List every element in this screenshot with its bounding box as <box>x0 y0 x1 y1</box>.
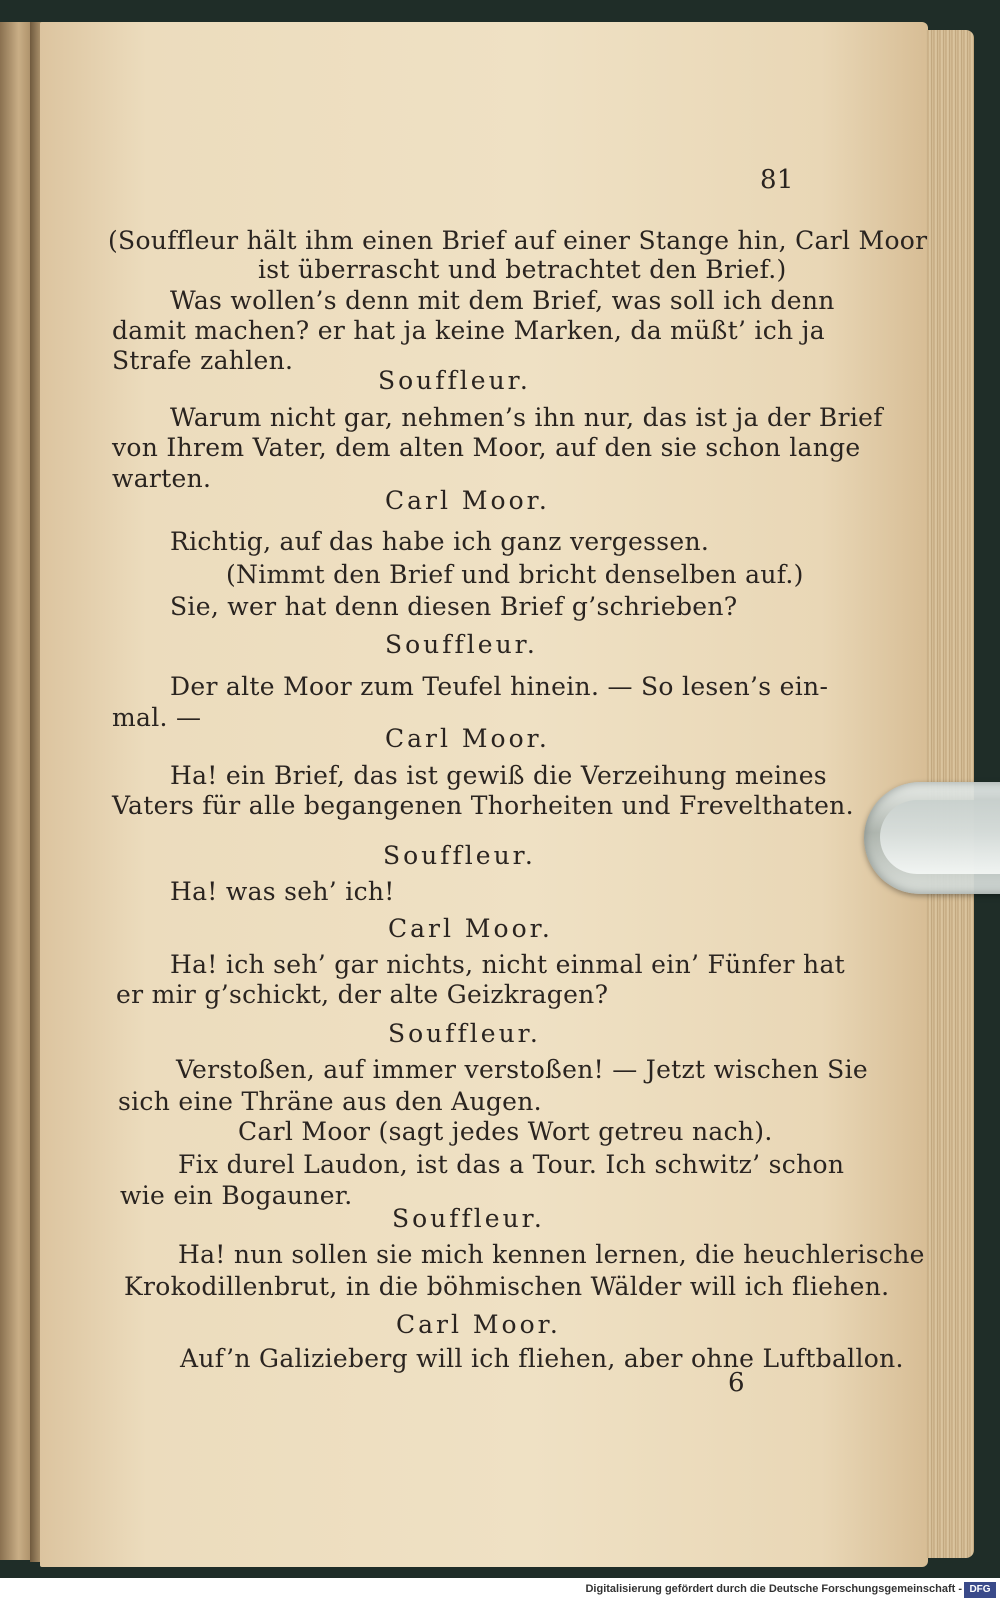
speaker-name: Souffleur. <box>385 630 538 659</box>
dialogue-line: damit machen? er hat ja keine Marken, da müßt’ ich ja <box>112 316 825 345</box>
speaker-name: Carl Moor. <box>385 486 550 515</box>
dialogue-line: Verstoßen, auf immer verstoßen! — Jetzt wischen Sie <box>176 1055 868 1084</box>
footer-credit: Digitalisierung gefördert durch die Deutsche Forschungsgemeinschaft - <box>585 1583 962 1595</box>
dialogue-line: Ha! ich seh’ gar nichts, nicht einmal ein’ Fünfer hat <box>170 950 846 979</box>
dialogue-line: Vaters für alle begangenen Thorheiten und Frevelthaten. <box>112 791 854 820</box>
dialogue-line: Ha! ein Brief, das ist gewiß die Verzeihung meines <box>170 761 827 790</box>
footer-bar <box>0 1578 1000 1605</box>
dialogue-line: Ha! nun sollen sie mich kennen lernen, die heuchlerische <box>178 1240 925 1269</box>
dialogue-line: Der alte Moor zum Teufel hinein. — So lesen’s ein- <box>170 672 829 701</box>
stage-direction: (Souffleur hält ihm einen Brief auf einer Stange hin, Carl Moor <box>108 226 928 255</box>
dfg-logo-badge: DFG <box>964 1582 996 1598</box>
stage-direction: (Nimmt den Brief und bricht denselben auf.) <box>226 560 804 589</box>
speaker-stage-direction: Carl Moor (sagt jedes Wort getreu nach). <box>238 1117 773 1146</box>
dialogue-line: Fix durel Laudon, ist das a Tour. Ich schwitz’ schon <box>178 1150 845 1179</box>
dialogue-line: Richtig, auf das habe ich ganz vergessen. <box>170 527 710 556</box>
dialogue-line: Ha! was seh’ ich! <box>170 877 395 906</box>
dialogue-line: Was wollen’s denn mit dem Brief, was soll ich denn <box>170 286 835 315</box>
dialogue-line: Strafe zahlen. <box>112 346 294 375</box>
dialogue-line: sich eine Thräne aus den Augen. <box>118 1087 542 1116</box>
speaker-name: Carl Moor. <box>388 914 553 943</box>
speaker-name: Souffleur. <box>388 1019 541 1048</box>
dialogue-line: warten. <box>112 464 212 493</box>
dialogue-line: Warum nicht gar, nehmen’s ihn nur, das ist ja der Brief <box>170 403 883 432</box>
dialogue-line: wie ein Bogauner. <box>120 1181 353 1210</box>
speaker-name: Souffleur. <box>392 1204 545 1233</box>
signature-mark: 6 <box>728 1368 745 1398</box>
stage-direction: ist überrascht und betrachtet den Brief.) <box>258 255 787 284</box>
dialogue-line: er mir g’schickt, der alte Geizkragen? <box>116 980 609 1009</box>
speaker-name: Souffleur. <box>383 841 536 870</box>
page-number: 81 <box>760 165 794 195</box>
dialogue-line: Sie, wer hat denn diesen Brief g’schrieben? <box>170 592 738 621</box>
dialogue-line: Auf’n Galizieberg will ich fliehen, aber ohne Luftballon. <box>180 1344 904 1373</box>
dialogue-line: Krokodillenbrut, in die böhmischen Wälder will ich fliehen. <box>124 1272 890 1301</box>
speaker-name: Souffleur. <box>378 366 531 395</box>
dialogue-line: mal. — <box>112 703 202 732</box>
dialogue-line: von Ihrem Vater, dem alten Moor, auf den sie schon lange <box>112 433 861 462</box>
speaker-name: Carl Moor. <box>385 724 550 753</box>
speaker-name: Carl Moor. <box>396 1310 561 1339</box>
